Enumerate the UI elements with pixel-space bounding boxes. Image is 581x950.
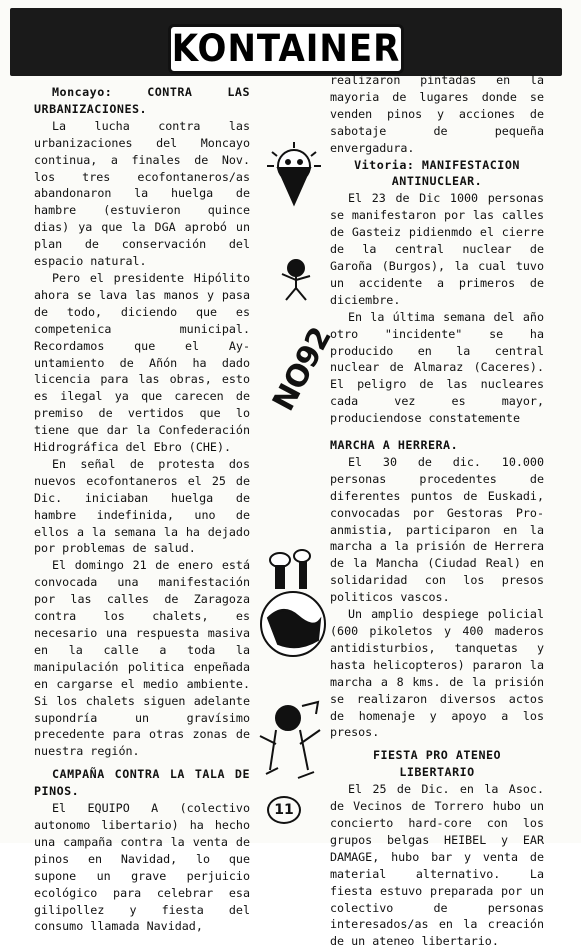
paragraph: En la última semana del año otro "incidente" se ha producido en la central nuclear de Almaraz (Caceres). El peligro de las nucleares cada vez es mayor, produciendose constatemente	[330, 309, 544, 426]
paragraph: La lucha contra las urbanizaciones del Moncayo continua, a finales de Nov. los tres ecofontaneros/as abandonaron la huelga de hambre (estuvieron quince dias) ya que la DGA aprobó un plan de conservación del espacio natural.	[34, 118, 250, 269]
paragraph: realizaron pintadas en la mayoria de lugares donde se venden pinos y acciones de sabotaje de pequeña envergadura.	[330, 73, 544, 155]
heading-pinos: CAMPAÑA CONTRA LA TALA DE PINOS.	[34, 767, 250, 799]
saboteur-figure-icon	[258, 700, 324, 782]
magazine-logo: KONTAINER	[171, 27, 401, 71]
logo-box	[168, 24, 404, 74]
paragraph: El 30 de dic. 10.000 personas procedentes de diferentes puntos de Euskadi, convocadas por Gestoras Pro-anmistia, participaron en la marcha a la prisión de Herrera de la Mancha (Ciudad Real) en solidaridad con los presos politicos vascos.	[330, 454, 544, 605]
right-column	[330, 72, 544, 950]
paragraph: Pero el presidente Hipólito ahora se lava las manos y pasa de todo, diciendo que es competenica municipal. Recordamos que el Ay-untamiento de Añón ha dado licencia para las obras, esto es ilegal ya que carecen de premiso de vertidos que lo tiene que dar la Confederación Hidrográfica del Ebro (CHE).	[34, 270, 250, 455]
heading-herrera: MARCHA A HERRERA.	[330, 438, 459, 453]
heading-antinuclear: ANTINUCLEAR.	[391, 174, 483, 189]
paragraph: El 25 de Dic. en la Asoc. de Vecinos de Torrero hubo un concierto hard-core con los grupos belgas HEIBEL y EAR DAMAGE, hubo bar y venta de material alternativo. La fiesta estuvo preparada por un colectivo de personas interesados/as en la creación de un ateneo libertario.	[330, 782, 544, 949]
polluted-earth-icon	[258, 548, 328, 660]
heading-libertario: LIBERTARIO	[399, 765, 475, 780]
heading-vitoria: Vitoria: MANIFESTACION	[354, 157, 520, 172]
no92-stamp: NO92	[265, 322, 339, 417]
paragraph: El EQUIPO A (colectivo autonomo libertario) ha hecho una campaña contra la venta de pinos en Navidad, lo que supone un grave perjuicio ecológico para celebrar esa gilipollez y fiesta del consumo llamada Navidad,	[34, 801, 250, 934]
heading-moncayo: Moncayo: CONTRA LAS URBANIZACIONES.	[34, 85, 250, 116]
heading-ateneo: FIESTA PRO ATENEO	[372, 748, 502, 763]
header-banner	[10, 8, 562, 76]
paragraph: En señal de protesta dos nuevos ecofontaneros el 25 de Dic. iniciaban huelga de hambre indefinida, uno de ellos a la semana la ha dejado por problemas de salud.	[34, 456, 250, 556]
paragraph: El 23 de Dic 1000 personas se manifestaron por las calles de Gasteiz pidienmdo el cierre de la central nuclear de Garoña (Burgos), la cual tuvo un accidente a primeros de diciembre.	[330, 191, 544, 307]
paragraph: Un amplio despiege policial (600 pikoletos y 400 maderos antidisturbios, tanquetas y hasta helicopteros) pararon la marcha a 8 kms. de la prisión se realizaron diversos actos de homenaje y apoyo a los presos.	[330, 607, 544, 740]
running-figure-icon	[276, 256, 316, 302]
masked-sun-icon	[264, 140, 326, 210]
page-number: 11	[267, 796, 301, 824]
paragraph: El domingo 21 de enero está convocada una manifestación por las calles de Zaragoza contra los chalets, es necesario una respuesta masiva en la calle a toda la manipulación politica enpeñada en cargarse el medio ambiente. Si los chalets siguen adelante supondría un gravísimo precedente para otras zonas de nuestra región.	[34, 558, 250, 759]
left-column	[34, 84, 250, 935]
